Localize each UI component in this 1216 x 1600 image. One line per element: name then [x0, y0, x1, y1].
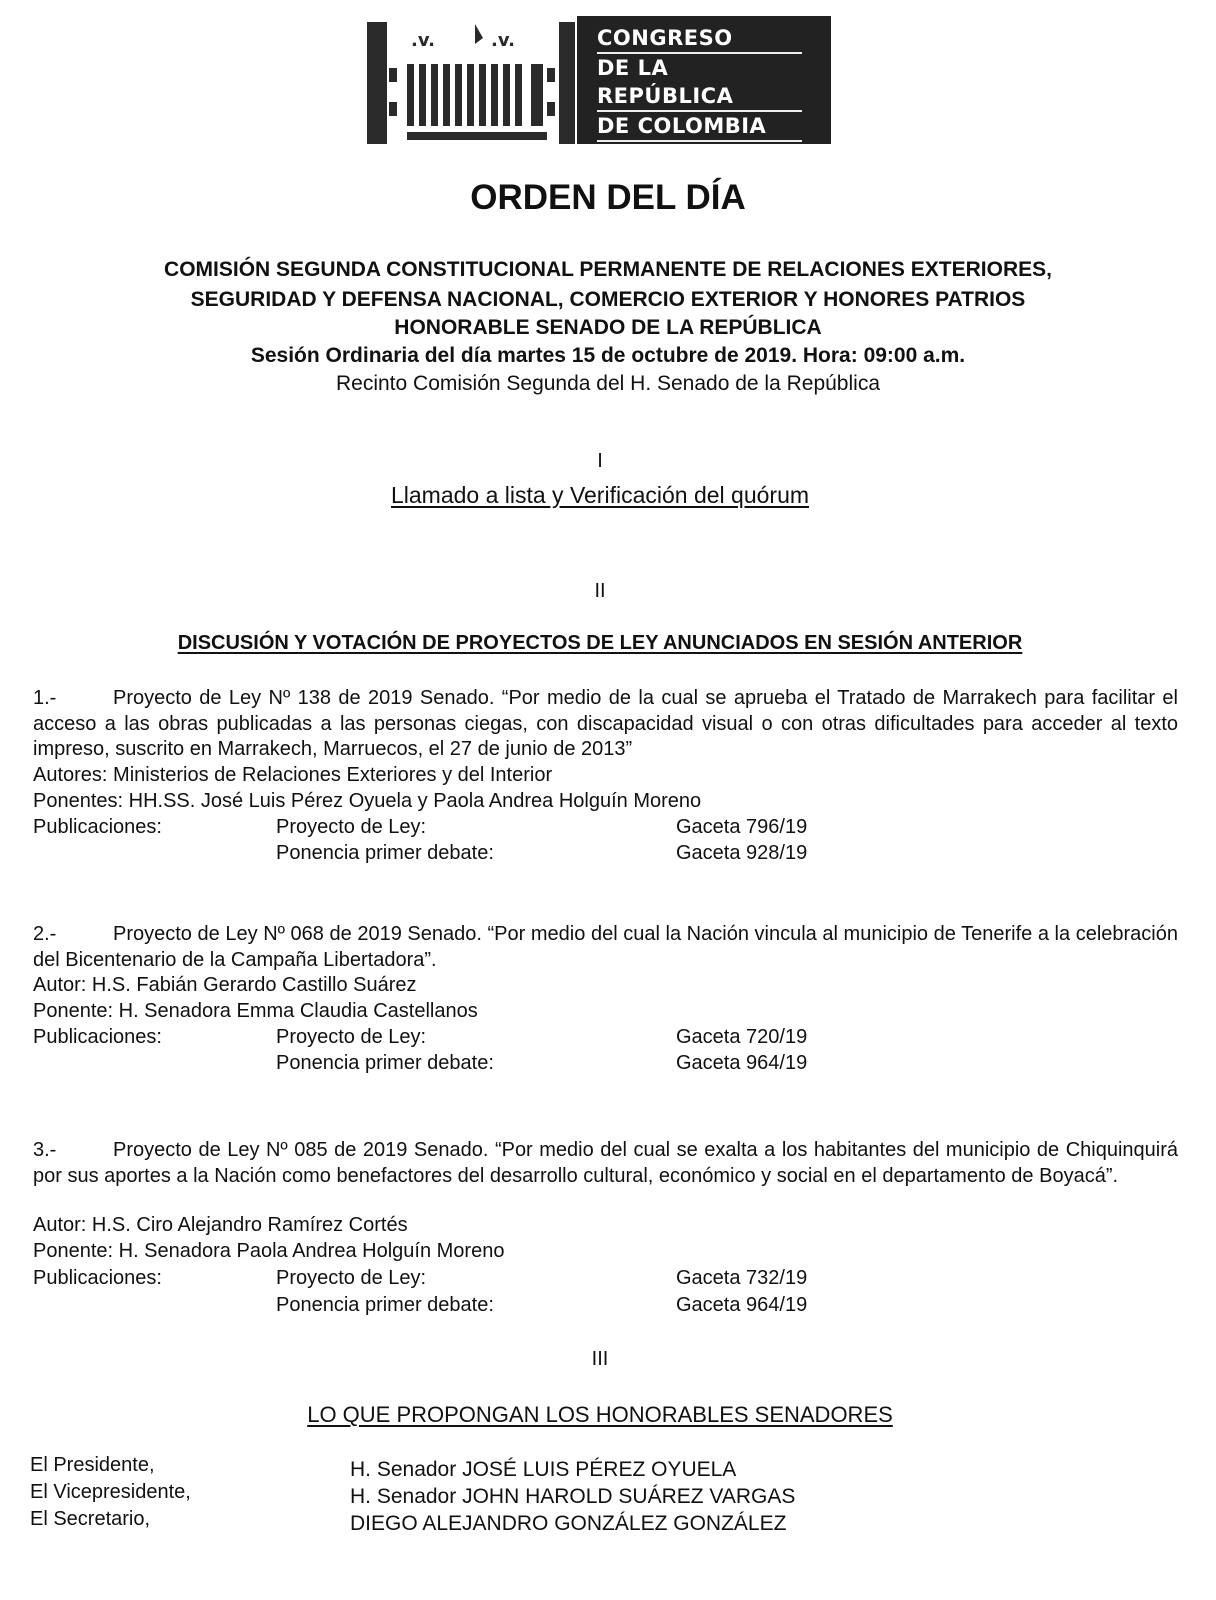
item-2-ponentes: Ponente: H. Senadora Emma Claudia Castellanos [33, 1000, 478, 1022]
section-3-title: LO QUE PROPONGAN LOS HONORABLES SENADORES [307, 1402, 893, 1427]
item-2-pub-type-2: Ponencia primer debate: [276, 1052, 494, 1074]
section-1-number: I [597, 450, 603, 472]
commission-line-1: COMISIÓN SEGUNDA CONSTITUCIONAL PERMANENTE DE RELACIONES EXTERIORES, [164, 258, 1052, 281]
item-text: Proyecto de Ley Nº 068 de 2019 Senado. “Por medio del cual la Nación vincula al municipio de Tenerife a la celebración del Bicentenario de la Campaña Libertadora”. [33, 923, 1178, 971]
session-line: Sesión Ordinaria del día martes 15 de octubre de 2019. Hora: 09:00 a.m. [250, 344, 966, 367]
item-1-ponentes: Ponentes: HH.SS. José Luis Pérez Oyuela y Paola Andrea Holguín Moreno [33, 790, 702, 812]
section-3-number: III [591, 1348, 609, 1370]
commission-line-2: SEGURIDAD Y DEFENSA NACIONAL, COMERCIO EXTERIOR Y HONORES PATRIOS [190, 288, 1026, 311]
item-3-authors: Autor: H.S. Ciro Alejandro Ramírez Cortés [33, 1214, 408, 1236]
congress-logo [367, 16, 831, 160]
section-2-title: DISCUSIÓN Y VOTACIÓN DE PROYECTOS DE LEY ANUNCIADOS EN SESIÓN ANTERIOR [177, 632, 1023, 654]
commission-line-3: HONORABLE SENADO DE LA REPÚBLICA [394, 316, 822, 339]
item-1-pub-type-1: Proyecto de Ley: [276, 816, 427, 838]
logo-line-4: SENADO DE LA REPÚBLICA [597, 150, 739, 160]
signature-role-president: El Presidente, [30, 1454, 155, 1476]
agenda-item-3 [33, 1138, 1178, 1189]
item-2-pub-label: Publicaciones: [33, 1026, 162, 1048]
svg-text:.v.: .v. [491, 30, 515, 51]
agenda-item-2 [33, 922, 1178, 973]
item-number: 3.- [33, 1139, 57, 1161]
logo-line-1: CONGRESO [597, 24, 802, 54]
item-1-pub-type-2: Ponencia primer debate: [276, 842, 494, 864]
item-text: Proyecto de Ley Nº 138 de 2019 Senado. “Por medio de la cual se aprueba el Tratado de Marrakech para facilitar el acceso a las obras publicadas a las personas ciegas, con discapacidad visual o con otras dificultades para acceder al texto impreso, suscrito en Marrakech, Marruecos, el 27 de junio de 2013” [33, 687, 1178, 760]
signature-name-president: H. Senador JOSÉ LUIS PÉREZ OYUELA [350, 1458, 737, 1481]
item-number: 2.- [33, 923, 57, 945]
item-3-pub-type-2: Ponencia primer debate: [276, 1294, 494, 1316]
svg-text:.v.: .v. [411, 30, 435, 51]
agenda-item-1 [33, 686, 1178, 763]
item-3-pub-value-1: Gaceta 732/19 [676, 1267, 808, 1289]
signature-name-vicepresident: H. Senador JOHN HAROLD SUÁREZ VARGAS [350, 1485, 796, 1508]
item-1-pub-label: Publicaciones: [33, 816, 162, 838]
item-3-pub-label: Publicaciones: [33, 1267, 162, 1289]
item-2-pub-value-1: Gaceta 720/19 [676, 1026, 808, 1048]
item-1-pub-value-1: Gaceta 796/19 [676, 816, 808, 838]
logo-line-3: DE COLOMBIA [597, 112, 802, 142]
item-2-pub-type-1: Proyecto de Ley: [276, 1026, 427, 1048]
logo-text-box [577, 16, 831, 160]
item-1-authors: Autores: Ministerios de Relaciones Exteriores y del Interior [33, 764, 553, 786]
logo-line-2: DE LA REPÚBLICA [597, 54, 802, 112]
venue-line: Recinto Comisión Segunda del H. Senado de la República [335, 372, 880, 395]
section-1-title: Llamado a lista y Verificación del quórum [390, 482, 810, 508]
item-3-pub-value-2: Gaceta 964/19 [676, 1294, 808, 1316]
capitol-icon [367, 16, 577, 144]
item-2-authors: Autor: H.S. Fabián Gerardo Castillo Suárez [33, 974, 417, 996]
page-title: ORDEN DEL DÍA [470, 178, 746, 217]
item-number: 1.- [33, 687, 57, 709]
item-1-pub-value-2: Gaceta 928/19 [676, 842, 808, 864]
signature-role-secretary: El Secretario, [30, 1508, 151, 1530]
item-3-pub-type-1: Proyecto de Ley: [276, 1267, 427, 1289]
item-3-ponentes: Ponente: H. Senadora Paola Andrea Holguín Moreno [33, 1240, 505, 1262]
signature-role-vicepresident: El Vicepresidente, [30, 1481, 191, 1503]
section-2-number: II [594, 580, 606, 602]
item-text: Proyecto de Ley Nº 085 de 2019 Senado. “Por medio del cual se exalta a los habitantes del municipio de Chiquinquirá por sus aportes a la Nación como benefactores del desarrollo cultural, económico y social en el departamento de Boyacá”. [33, 1139, 1178, 1187]
signature-name-secretary: DIEGO ALEJANDRO GONZÁLEZ GONZÁLEZ [350, 1512, 787, 1535]
item-2-pub-value-2: Gaceta 964/19 [676, 1052, 808, 1074]
